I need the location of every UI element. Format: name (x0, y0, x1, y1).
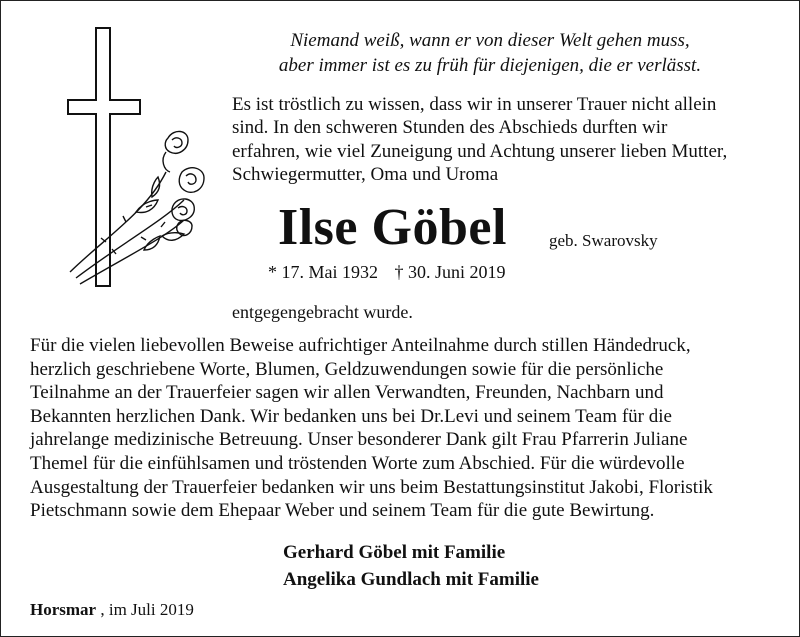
signature-line: Gerhard Göbel mit Familie (283, 542, 506, 563)
birth-name: geb. Swarovsky (549, 231, 658, 250)
intro-line: erfahren, wie viel Zuneigung und Achtung unserer lieben Mutter, (232, 140, 728, 162)
body-line: Für die vielen liebevollen Beweise aufrichtiger Anteilnahme durch stillen Händedruck, (30, 335, 691, 356)
intro-continuation: entgegengebracht wurde. (232, 302, 413, 322)
life-dates (268, 261, 518, 283)
body-line: jahrelange medizinische Betreuung. Unser besonderer Dank gilt Frau Pfarrerin Juliane (30, 429, 688, 451)
date: , im Juli 2019 (96, 600, 194, 619)
place-date (30, 599, 194, 621)
body-line: Pietschmann sowie dem Ehepaar Weber und seinem Team für die gute Bewirtung. (30, 500, 655, 522)
intro-line: sind. In den schweren Stunden des Abschieds durften wir (232, 117, 668, 139)
intro-line: Es ist tröstlich zu wissen, dass wir in unserer Trauer nicht allein (232, 94, 717, 115)
place: Horsmar (30, 600, 97, 619)
body-line: Teilnahme an der Trauerfeier sagen wir allen Verwandten, Freunden, Nachbarn und (30, 382, 664, 404)
birth-date: * 17. Mai 1932 (268, 262, 378, 282)
body-line: Bekannten herzlichen Dank. Wir bedanken uns bei Dr.Levi und seinem Team für die (30, 405, 672, 427)
signature-line: Angelika Gundlach mit Familie (283, 569, 539, 590)
motto-line: Niemand weiß, wann er von dieser Welt gehen muss, (290, 30, 690, 51)
cross-with-roses-icon (66, 22, 216, 292)
thanks-paragraph (30, 334, 790, 523)
motto-line: aber immer ist es zu früh für diejenigen, die er verlässt. (278, 55, 702, 76)
body-line: herzlich geschriebene Worte, Blumen, Geldzuwendungen sowie für die persönliche (30, 358, 664, 380)
motto-quote (230, 28, 750, 78)
deceased-name: Ilse Göbel (278, 199, 507, 256)
death-date: † 30. Juni 2019 (394, 262, 506, 282)
intro-paragraph (232, 93, 792, 186)
body-line: Themel für die einfühlsamen und tröstenden Worte zum Abschied. Für die würdevolle (30, 452, 685, 474)
intro-line: Schwiegermutter, Oma und Uroma (232, 163, 499, 185)
body-line: Ausgestaltung der Trauerfeier bedanken wir uns beim Bestattungsinstitut Jakobi, Floristik (30, 476, 713, 498)
signatures (283, 539, 539, 593)
